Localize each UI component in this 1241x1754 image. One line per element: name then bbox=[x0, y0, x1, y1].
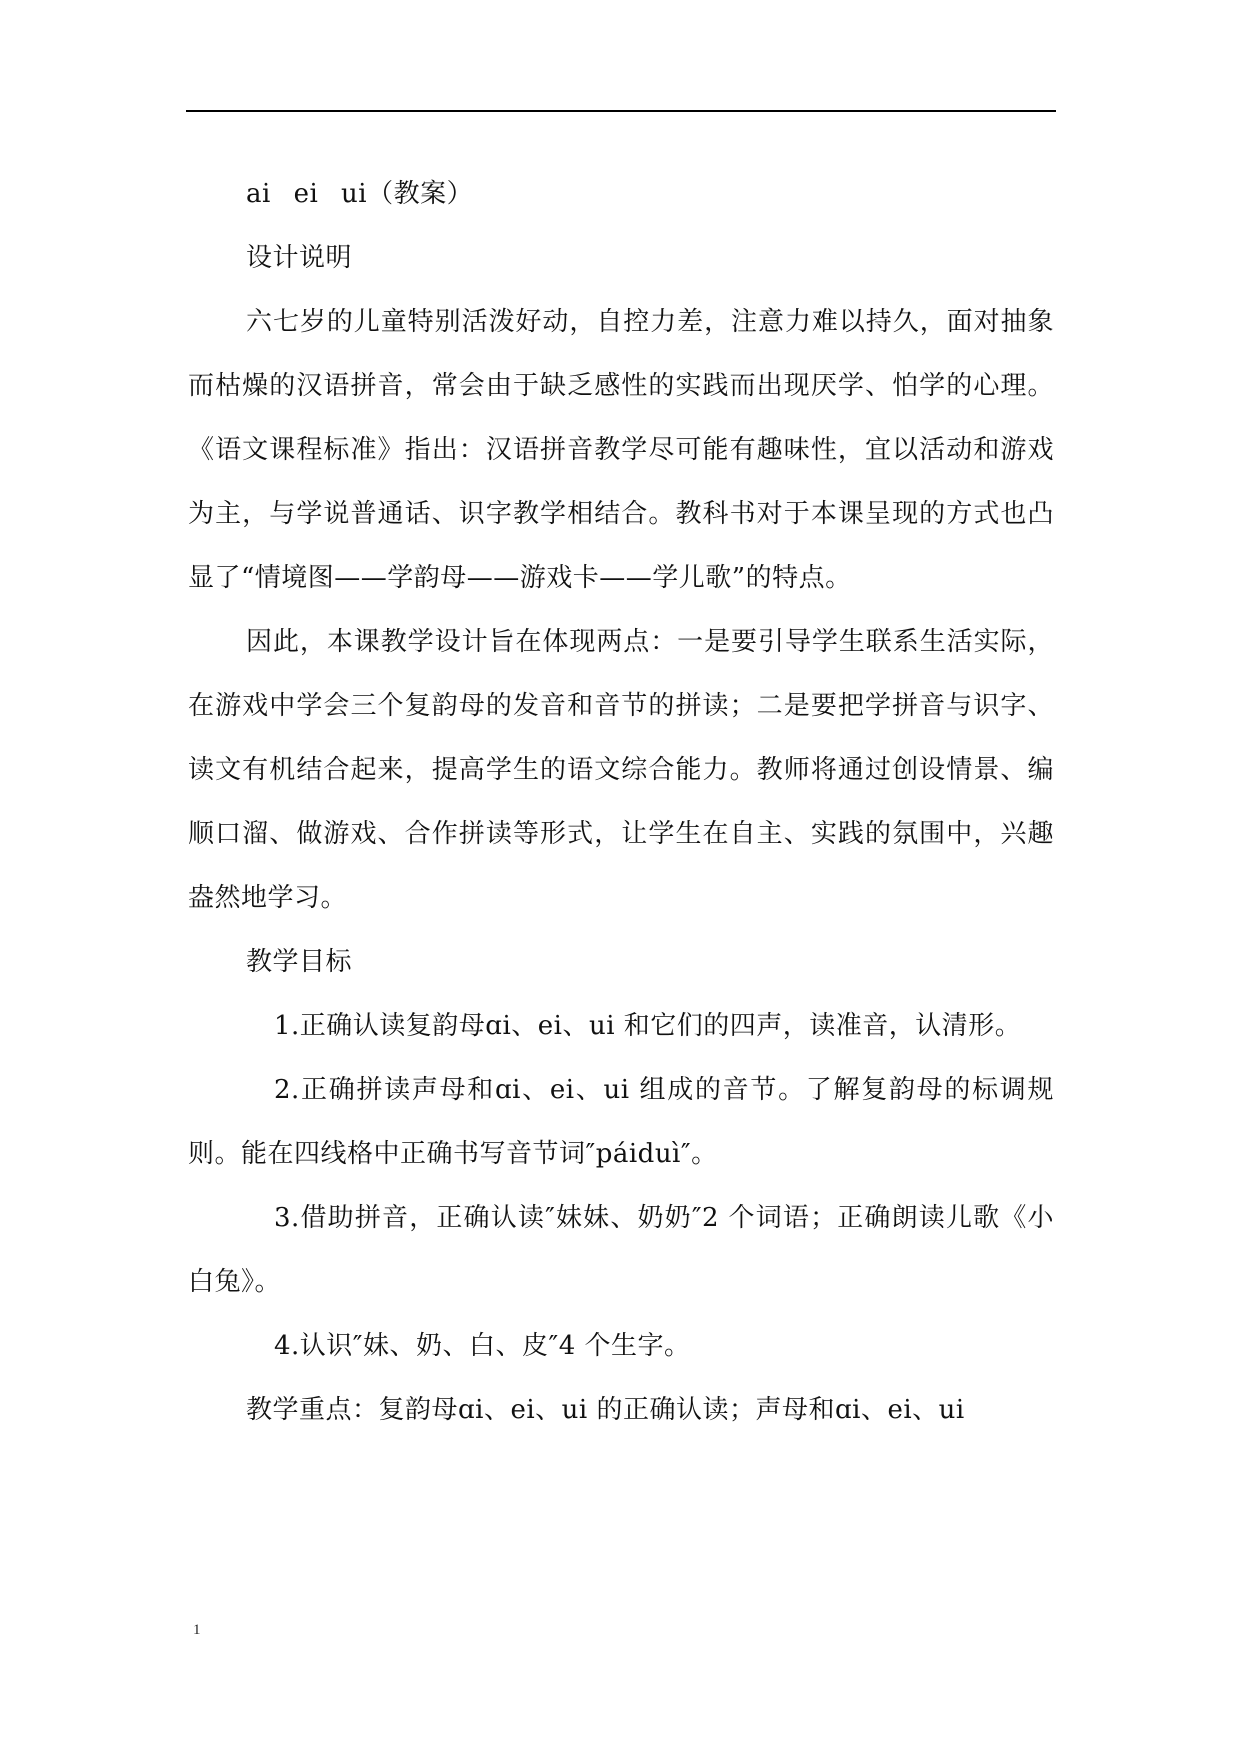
page-number: 1 bbox=[193, 1622, 201, 1638]
paragraph-design-intro: 六七岁的儿童特别活泼好动，自控力差，注意力难以持久，面对抽象而枯燥的汉语拼音，常会由于缺乏感性的实践而出现厌学、怕学的心理。《语文课程标准》指出：汉语拼音教学尽可能有趣味性，宜以活动和游戏为主，与学说普通话、识字教学相结合。教科书对于本课呈现的方式也凸显了“情境图——学韵母——游戏卡——学儿歌”的特点。 bbox=[188, 307, 1054, 593]
objective-item-1: 1.正确认读复韵母ɑi、ei、ui 和它们的四声，读准音，认清形。 bbox=[274, 1011, 1022, 1041]
section-heading-design-notes: 设计说明 bbox=[246, 243, 353, 273]
objective-item-3: 3.借助拼音，正确认读″妹妹、奶奶″2 个词语；正确朗读儿歌《小白兔》。 bbox=[188, 1203, 1054, 1297]
document-body bbox=[188, 162, 1054, 1442]
document-title: ai ei ui（教案） bbox=[246, 179, 474, 209]
teaching-focus-line: 教学重点：复韵母ɑi、ei、ui 的正确认读；声母和ɑi、ei、ui bbox=[246, 1395, 965, 1425]
section-heading-objectives: 教学目标 bbox=[246, 947, 353, 977]
objective-item-4: 4.认识″妹、奶、白、皮″4 个生字。 bbox=[274, 1331, 691, 1361]
header-rule bbox=[186, 110, 1056, 112]
objective-item-2: 2.正确拼读声母和ɑi、ei、ui 组成的音节。了解复韵母的标调规则。能在四线格中正确书写音节词″páiduì″。 bbox=[188, 1075, 1054, 1169]
paragraph-design-goals: 因此，本课教学设计旨在体现两点：一是要引导学生联系生活实际，在游戏中学会三个复韵母的发音和音节的拼读；二是要把学拼音与识字、读文有机结合起来，提高学生的语文综合能力。教师将通过创设情景、编顺口溜、做游戏、合作拼读等形式，让学生在自主、实践的氛围中，兴趣盎然地学习。 bbox=[188, 627, 1054, 913]
